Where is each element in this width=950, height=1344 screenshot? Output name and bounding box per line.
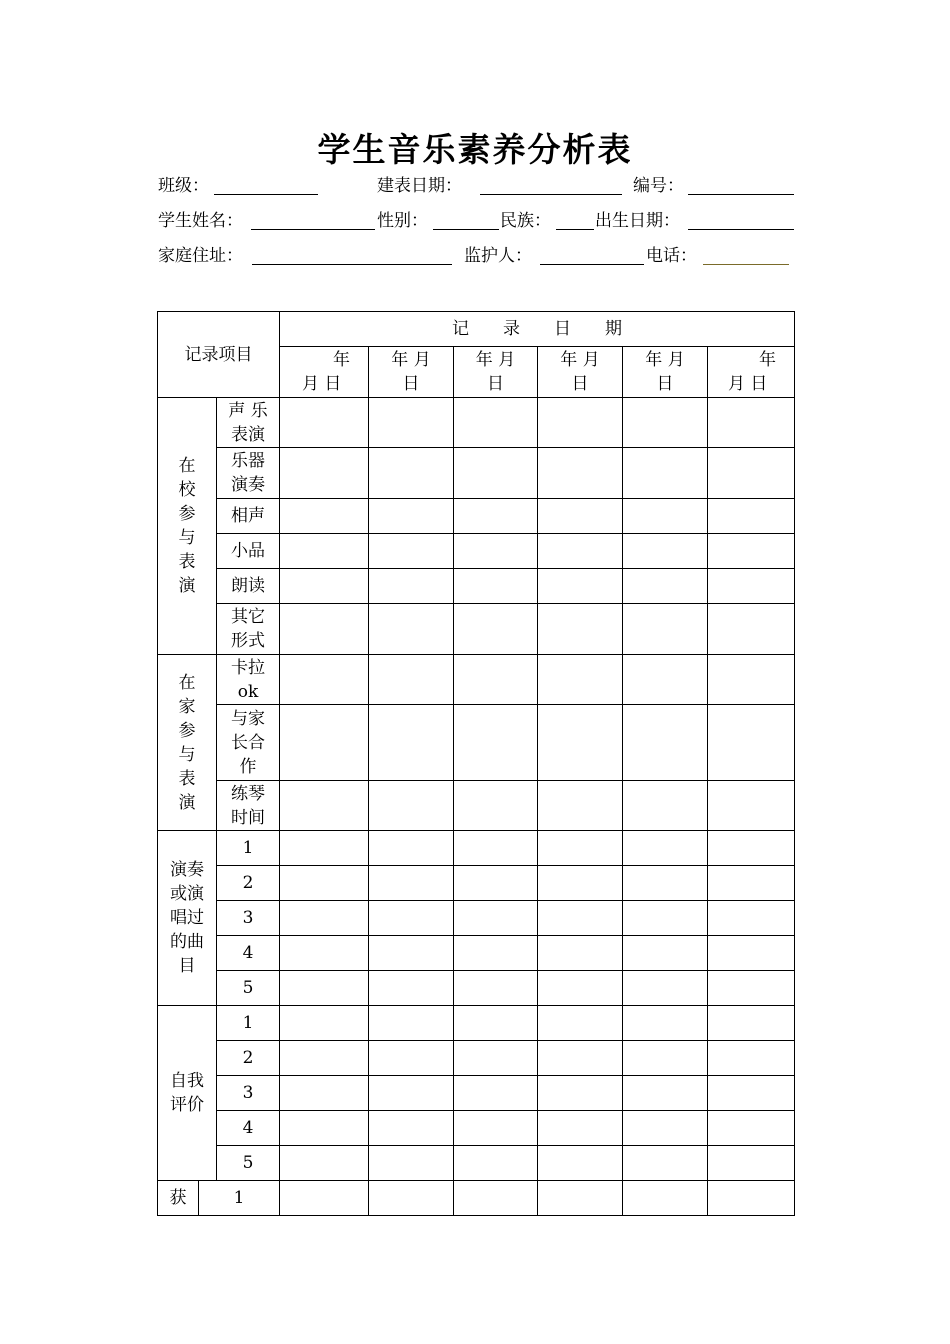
cell[interactable] [280, 534, 369, 569]
date-column-2: 年 月 日 [369, 347, 454, 398]
cell[interactable] [623, 569, 708, 604]
group-self: 自我评价 [158, 1006, 217, 1181]
self-row-5 [158, 1146, 795, 1181]
cell[interactable] [708, 1006, 795, 1041]
school-item-1: 声 乐 表演 [217, 398, 280, 448]
cell[interactable] [280, 448, 369, 499]
cell[interactable] [369, 1076, 454, 1111]
cell[interactable] [369, 971, 454, 1006]
cell[interactable] [623, 705, 708, 781]
cell[interactable] [454, 901, 538, 936]
group-award: 获 [158, 1181, 199, 1216]
cell[interactable] [538, 398, 623, 448]
cell[interactable] [708, 1111, 795, 1146]
cell[interactable] [454, 499, 538, 534]
self-item-1: 1 [217, 1006, 280, 1041]
home-item-2: 与家长合作 [217, 705, 280, 781]
phone-label: 电话： [646, 246, 697, 266]
name-label: 学生姓名： [158, 211, 243, 231]
cell[interactable] [369, 569, 454, 604]
self-row-1 [158, 1006, 795, 1041]
cell[interactable] [280, 499, 369, 534]
cell[interactable] [623, 398, 708, 448]
header-row-1 [158, 312, 795, 347]
cell[interactable] [280, 831, 369, 866]
cell[interactable] [538, 1076, 623, 1111]
cell[interactable] [280, 1146, 369, 1181]
group-school: 在校参与表演 [158, 398, 217, 655]
cell[interactable] [623, 1146, 708, 1181]
date-created-field[interactable] [480, 174, 622, 195]
school-row-4 [158, 534, 795, 569]
cell[interactable] [454, 1181, 538, 1216]
cell[interactable] [454, 971, 538, 1006]
cell[interactable] [708, 705, 795, 781]
cell[interactable] [454, 534, 538, 569]
self-row-3 [158, 1076, 795, 1111]
song-row-4 [158, 936, 795, 971]
self-item-3: 3 [217, 1076, 280, 1111]
cell[interactable] [454, 1076, 538, 1111]
cell[interactable] [708, 1076, 795, 1111]
cell[interactable] [708, 534, 795, 569]
cell[interactable] [280, 398, 369, 448]
cell[interactable] [708, 1146, 795, 1181]
cell[interactable] [280, 655, 369, 705]
cell[interactable] [538, 569, 623, 604]
home-row-1 [158, 655, 795, 705]
cell[interactable] [623, 534, 708, 569]
cell[interactable] [369, 1041, 454, 1076]
self-item-2: 2 [217, 1041, 280, 1076]
cell[interactable] [623, 866, 708, 901]
cell[interactable] [538, 1111, 623, 1146]
home-item-3: 练琴时间 [217, 781, 280, 831]
date-column-6: 年 月 日 [708, 347, 795, 398]
cell[interactable] [538, 655, 623, 705]
cell[interactable] [280, 1041, 369, 1076]
cell[interactable] [538, 1006, 623, 1041]
cell[interactable] [538, 534, 623, 569]
song-row-2 [158, 866, 795, 901]
cell[interactable] [538, 901, 623, 936]
home-row-3 [158, 781, 795, 831]
gender-label: 性别： [377, 211, 428, 231]
cell[interactable] [708, 448, 795, 499]
cell[interactable] [454, 936, 538, 971]
cell[interactable] [369, 901, 454, 936]
cell[interactable] [538, 971, 623, 1006]
cell[interactable] [708, 655, 795, 705]
analysis-table [157, 311, 795, 1216]
cell[interactable] [623, 831, 708, 866]
record-date-header: 记 录 日 期 [280, 312, 795, 347]
song-item-5: 5 [217, 971, 280, 1006]
birth-label: 出生日期： [595, 211, 680, 231]
cell[interactable] [538, 936, 623, 971]
cell[interactable] [454, 448, 538, 499]
gender-field[interactable] [433, 209, 499, 230]
cell[interactable] [280, 705, 369, 781]
song-item-2: 2 [217, 866, 280, 901]
school-row-6 [158, 604, 795, 655]
cell[interactable] [708, 866, 795, 901]
record-item-header: 记录项目 [158, 312, 280, 398]
date-column-1: 年 月 日 [280, 347, 369, 398]
cell[interactable] [623, 1111, 708, 1146]
school-row-2 [158, 448, 795, 499]
page-title: 学生音乐素养分析表 [317, 130, 633, 169]
cell[interactable] [369, 655, 454, 705]
cell[interactable] [623, 655, 708, 705]
cell[interactable] [369, 1111, 454, 1146]
home-row-2 [158, 705, 795, 781]
cell[interactable] [280, 781, 369, 831]
school-item-2: 乐器演奏 [217, 448, 280, 499]
cell[interactable] [369, 831, 454, 866]
cell[interactable] [538, 866, 623, 901]
cell[interactable] [538, 604, 623, 655]
self-item-5: 5 [217, 1146, 280, 1181]
cell[interactable] [708, 1181, 795, 1216]
group-songs: 演奏或演唱过的曲目 [158, 831, 217, 1006]
cell[interactable] [454, 604, 538, 655]
address-label: 家庭住址： [158, 246, 243, 266]
cell[interactable] [538, 781, 623, 831]
cell[interactable] [454, 655, 538, 705]
cell[interactable] [280, 1181, 369, 1216]
cell[interactable] [369, 1006, 454, 1041]
number-label: 编号： [633, 176, 684, 196]
song-item-3: 3 [217, 901, 280, 936]
home-item-1: 卡拉ok [217, 655, 280, 705]
class-label: 班级： [158, 176, 209, 196]
cell[interactable] [708, 936, 795, 971]
date-created-label: 建表日期： [377, 176, 462, 196]
cell[interactable] [454, 1006, 538, 1041]
self-row-4 [158, 1111, 795, 1146]
cell[interactable] [708, 901, 795, 936]
cell[interactable] [623, 936, 708, 971]
school-item-6: 其它形式 [217, 604, 280, 655]
ethnicity-field[interactable] [556, 209, 594, 230]
school-item-3: 相声 [217, 499, 280, 534]
cell[interactable] [369, 936, 454, 971]
cell[interactable] [280, 971, 369, 1006]
song-row-5 [158, 971, 795, 1006]
cell[interactable] [454, 569, 538, 604]
cell[interactable] [708, 499, 795, 534]
guardian-label: 监护人： [464, 246, 532, 266]
self-item-4: 4 [217, 1111, 280, 1146]
cell[interactable] [623, 448, 708, 499]
cell[interactable] [538, 1146, 623, 1181]
cell[interactable] [623, 971, 708, 1006]
school-row-1 [158, 398, 795, 448]
cell[interactable] [623, 901, 708, 936]
cell[interactable] [454, 398, 538, 448]
song-item-1: 1 [217, 831, 280, 866]
class-field[interactable] [214, 174, 318, 195]
cell[interactable] [280, 866, 369, 901]
self-row-2 [158, 1041, 795, 1076]
cell[interactable] [280, 1111, 369, 1146]
cell[interactable] [454, 1041, 538, 1076]
ethnicity-label: 民族： [500, 211, 551, 231]
cell[interactable] [623, 1041, 708, 1076]
cell[interactable] [708, 398, 795, 448]
cell[interactable] [708, 1041, 795, 1076]
cell[interactable] [369, 781, 454, 831]
name-field[interactable] [251, 209, 375, 230]
award-row-1 [158, 1181, 795, 1216]
cell[interactable] [454, 781, 538, 831]
cell[interactable] [708, 971, 795, 1006]
cell[interactable] [708, 569, 795, 604]
cell[interactable] [280, 569, 369, 604]
group-home: 在家参与表演 [158, 655, 217, 831]
school-row-5 [158, 569, 795, 604]
cell[interactable] [538, 1041, 623, 1076]
cell[interactable] [623, 1076, 708, 1111]
cell[interactable] [538, 499, 623, 534]
cell[interactable] [369, 398, 454, 448]
cell[interactable] [369, 499, 454, 534]
guardian-field[interactable] [540, 244, 644, 265]
cell[interactable] [538, 831, 623, 866]
birth-field[interactable] [688, 209, 794, 230]
cell[interactable] [454, 866, 538, 901]
cell[interactable] [623, 604, 708, 655]
cell[interactable] [538, 1181, 623, 1216]
cell[interactable] [454, 831, 538, 866]
date-column-3: 年 月 日 [454, 347, 538, 398]
cell[interactable] [280, 901, 369, 936]
date-column-4: 年 月 日 [538, 347, 623, 398]
cell[interactable] [454, 1111, 538, 1146]
address-field[interactable] [252, 244, 452, 265]
cell[interactable] [280, 1006, 369, 1041]
school-item-5: 朗读 [217, 569, 280, 604]
cell[interactable] [369, 534, 454, 569]
cell[interactable] [538, 705, 623, 781]
cell[interactable] [369, 1181, 454, 1216]
cell[interactable] [280, 1076, 369, 1111]
cell[interactable] [708, 781, 795, 831]
cell[interactable] [454, 1146, 538, 1181]
cell[interactable] [708, 604, 795, 655]
cell[interactable] [369, 448, 454, 499]
date-column-5: 年 月 日 [623, 347, 708, 398]
cell[interactable] [623, 781, 708, 831]
cell[interactable] [538, 448, 623, 499]
cell[interactable] [280, 936, 369, 971]
number-field[interactable] [688, 174, 794, 195]
cell[interactable] [369, 604, 454, 655]
school-row-3 [158, 499, 795, 534]
award-item-1: 1 [199, 1181, 280, 1216]
song-row-1 [158, 831, 795, 866]
cell[interactable] [708, 831, 795, 866]
cell[interactable] [369, 705, 454, 781]
phone-field[interactable] [703, 244, 789, 265]
cell[interactable] [623, 1006, 708, 1041]
cell[interactable] [623, 1181, 708, 1216]
cell[interactable] [369, 1146, 454, 1181]
cell[interactable] [454, 705, 538, 781]
song-row-3 [158, 901, 795, 936]
song-item-4: 4 [217, 936, 280, 971]
school-item-4: 小品 [217, 534, 280, 569]
cell[interactable] [369, 866, 454, 901]
cell[interactable] [280, 604, 369, 655]
cell[interactable] [623, 499, 708, 534]
